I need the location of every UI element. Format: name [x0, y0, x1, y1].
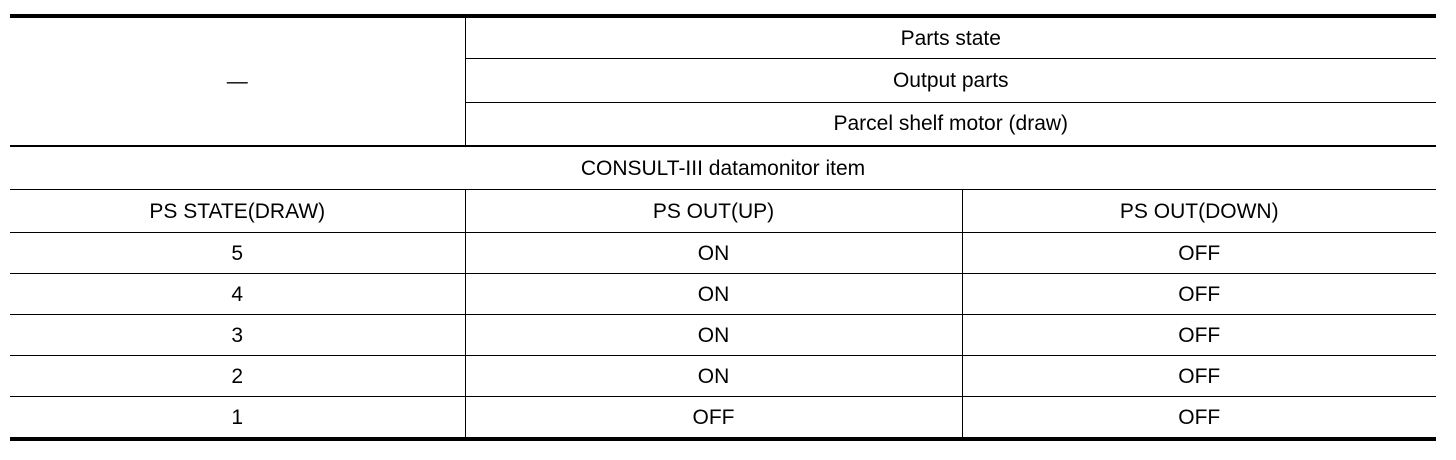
out-down-cell: OFF: [962, 233, 1436, 274]
parts-state-header: Parts state: [465, 16, 1436, 59]
table-row: [10, 397, 1436, 440]
state-cell: 3: [10, 315, 465, 356]
column-header-ps-out-up: PS OUT(UP): [465, 190, 962, 233]
output-parts-header: Output parts: [465, 59, 1436, 102]
table-row: [10, 233, 1436, 274]
monitor-label-cell: CONSULT-III datamonitor item: [10, 146, 1436, 190]
monitor-label-row: [10, 146, 1436, 190]
state-cell: 4: [10, 274, 465, 315]
out-up-cell: ON: [465, 315, 962, 356]
header-row-parts-state: [10, 16, 1436, 59]
out-down-cell: OFF: [962, 315, 1436, 356]
column-header-ps-state: PS STATE(DRAW): [10, 190, 465, 233]
parcel-shelf-state-table: [10, 14, 1436, 441]
out-up-cell: ON: [465, 233, 962, 274]
out-down-cell: OFF: [962, 274, 1436, 315]
column-header-row: [10, 190, 1436, 233]
out-down-cell: OFF: [962, 397, 1436, 440]
out-up-cell: ON: [465, 356, 962, 397]
motor-header: Parcel shelf motor (draw): [465, 102, 1436, 146]
table-row: [10, 274, 1436, 315]
state-cell: 5: [10, 233, 465, 274]
state-cell: 2: [10, 356, 465, 397]
column-header-ps-out-down: PS OUT(DOWN): [962, 190, 1436, 233]
table-row: [10, 356, 1436, 397]
out-up-cell: OFF: [465, 397, 962, 440]
out-down-cell: OFF: [962, 356, 1436, 397]
header-corner-cell: —: [10, 16, 465, 146]
out-up-cell: ON: [465, 274, 962, 315]
table-row: [10, 315, 1436, 356]
state-cell: 1: [10, 397, 465, 440]
